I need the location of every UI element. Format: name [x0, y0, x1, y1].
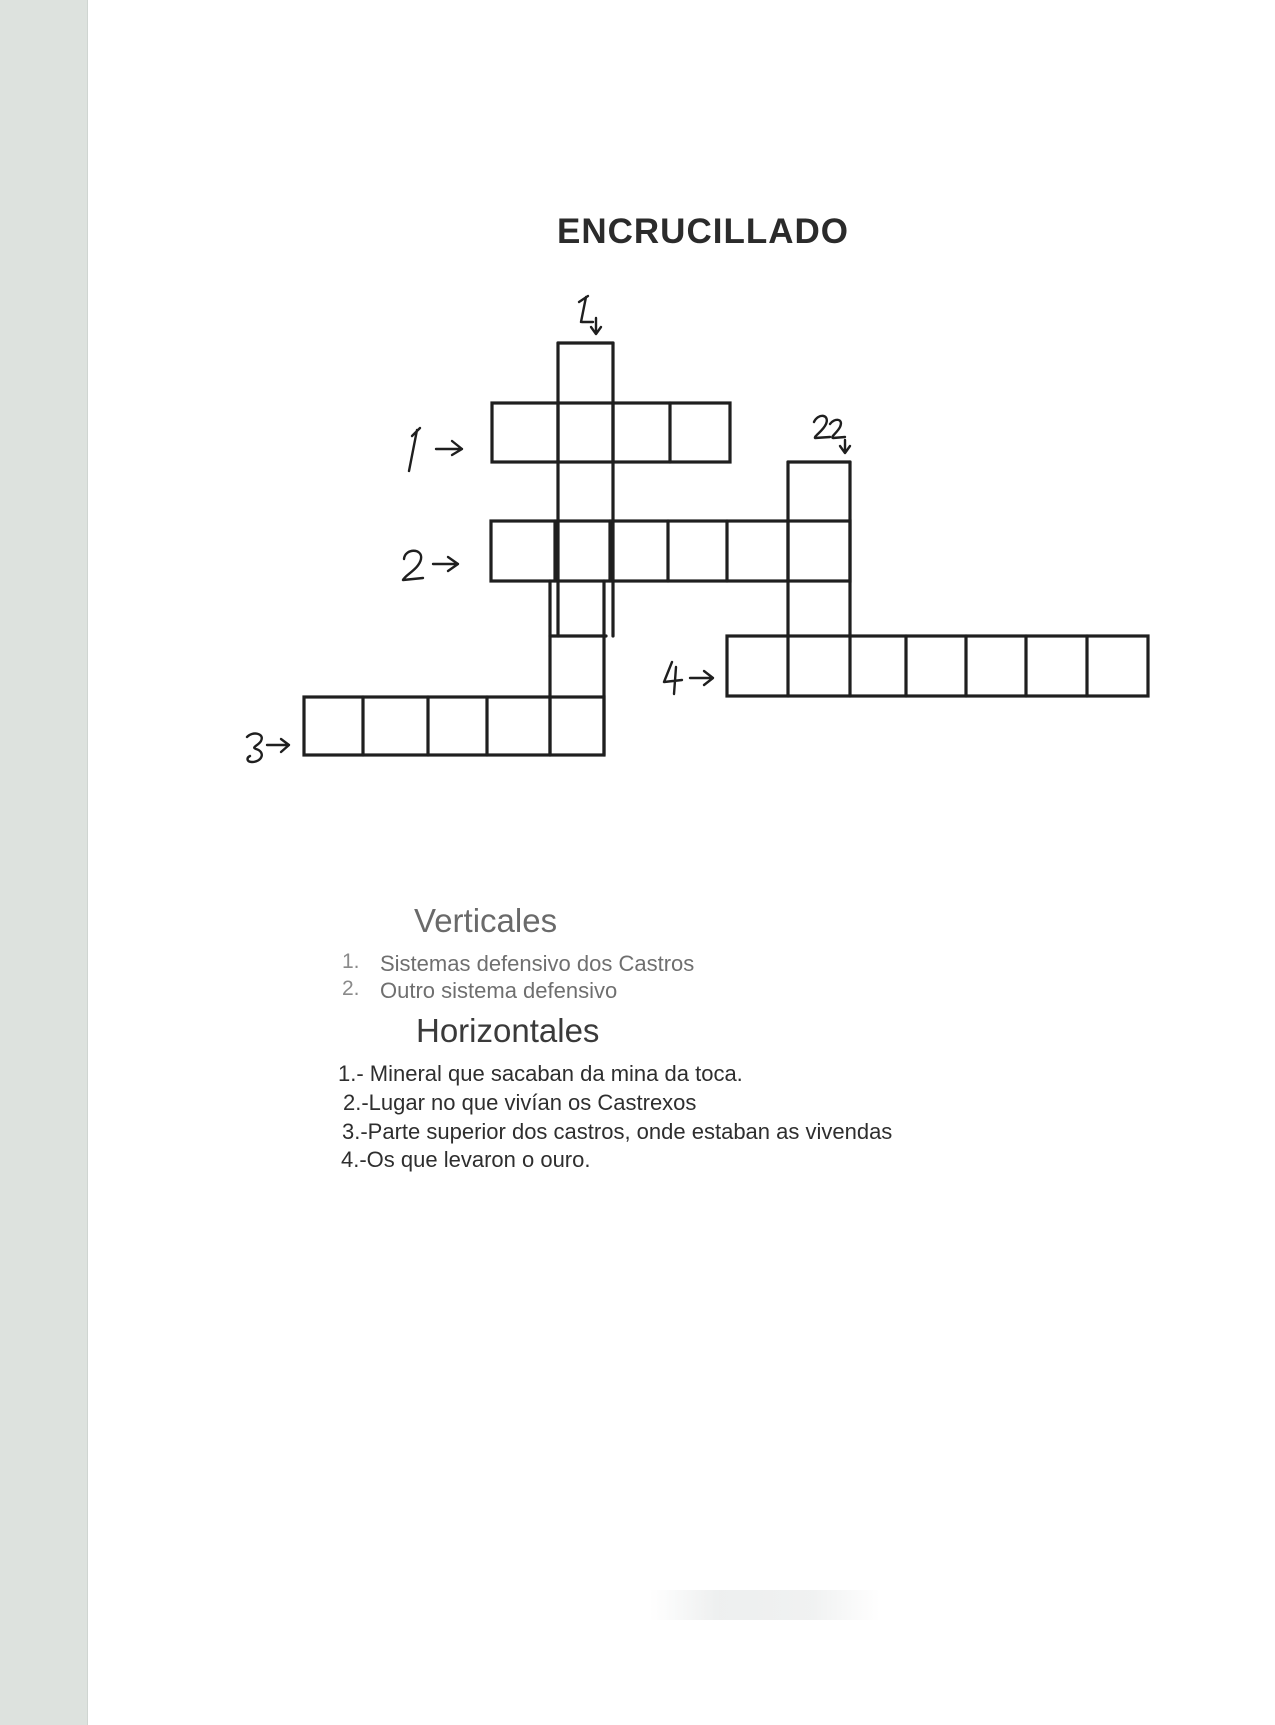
page-title: ENCRUCILLADO	[557, 212, 849, 251]
down-clue-text: Sistemas defensivo dos Castros	[380, 951, 695, 976]
handwritten-across-4-marker	[664, 662, 713, 694]
down-clue-number: 1.	[342, 950, 360, 973]
across-4-cells	[727, 636, 1148, 696]
across-clue: 3.-Parte superior dos castros, onde estaban as vivendas	[342, 1119, 893, 1144]
scan-smudge	[650, 1590, 880, 1620]
across-clue: 1.- Mineral que sacaban da mina da toca.	[338, 1061, 743, 1086]
across-clue: 2.-Lugar no que vivían os Castrexos	[343, 1090, 697, 1115]
across-1-cells	[492, 403, 730, 462]
down-2-cells	[788, 462, 850, 636]
across-clue: 4.-Os que levaron o ouro.	[341, 1147, 591, 1172]
horizontales-heading: Horizontales	[416, 1012, 600, 1049]
across-2-cells	[491, 521, 850, 581]
down-clue-number: 2.	[342, 977, 360, 1000]
verticales-heading: Verticales	[414, 902, 558, 939]
handwritten-across-3-marker	[247, 734, 289, 762]
across-3-cells	[304, 697, 604, 755]
handwritten-down-2-marker	[814, 416, 850, 453]
handwritten-across-1-marker	[409, 428, 462, 471]
handwritten-across-2-marker	[403, 551, 458, 580]
down-clue-text: Outro sistema defensivo	[380, 978, 618, 1003]
handwritten-down-1-marker	[579, 296, 601, 334]
